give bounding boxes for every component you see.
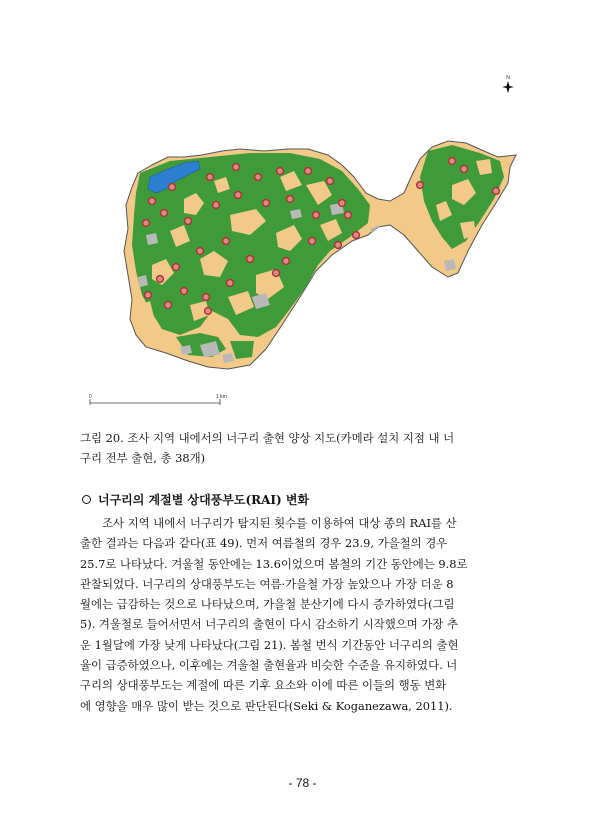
caption-line-2: 구리 전부 출현, 총 38개) bbox=[80, 451, 206, 465]
caption-line-1: 그림 20. 조사 지역 내에서의 너구리 출현 양상 지도(카메라 설치 지점 내 너 bbox=[80, 431, 455, 445]
occurrence-marker bbox=[313, 212, 320, 219]
occurrence-marker bbox=[345, 212, 352, 219]
body-line: 율이 급증하였으나, 이후에는 겨울철 출현율과 비슷한 수준을 유지하였다. 너 bbox=[80, 658, 458, 673]
figure-caption bbox=[80, 428, 528, 468]
occurrence-marker bbox=[197, 248, 204, 255]
occurrence-marker bbox=[305, 168, 312, 175]
north-arrow-icon bbox=[502, 75, 514, 93]
occurrence-marker bbox=[145, 292, 152, 299]
occurrence-marker bbox=[203, 294, 210, 301]
occurrence-marker bbox=[173, 264, 180, 271]
occurrence-marker bbox=[449, 158, 456, 165]
occurrence-marker bbox=[233, 164, 240, 171]
scale-end-label: 1 km bbox=[216, 394, 227, 400]
scale-bar bbox=[89, 394, 227, 405]
scale-start-label: 0 bbox=[89, 394, 92, 400]
occurrence-marker bbox=[223, 238, 230, 245]
occurrence-marker bbox=[339, 200, 346, 207]
occurrence-marker bbox=[227, 280, 234, 287]
occurrence-marker bbox=[213, 202, 220, 209]
circle-bullet-icon bbox=[82, 495, 91, 504]
body-line: 5). 겨울철로 들어서면서 너구리의 출현이 다시 감소하기 시작했으며 가장 추 bbox=[80, 617, 459, 632]
occurrence-marker bbox=[143, 220, 150, 227]
occurrence-marker bbox=[287, 196, 294, 203]
occurrence-marker bbox=[327, 178, 334, 185]
body-line: 에 영향을 매우 많이 받는 것으로 판단된다(Seki & Koganezawa, 2011). bbox=[80, 698, 453, 713]
body-line: 25.7로 나타났다. 겨울철 동안에는 13.6이었으며 봄철의 기간 동안에는 9.8로 bbox=[80, 556, 468, 571]
body-line: 월에는 급감하는 것으로 나타났으며, 가을철 분산기에 다시 증가하였다(그림 bbox=[80, 597, 455, 612]
occurrence-marker bbox=[309, 238, 316, 245]
occurrence-marker bbox=[417, 182, 424, 189]
north-label: N bbox=[506, 75, 510, 81]
occurrence-marker bbox=[263, 200, 270, 207]
occurrence-marker bbox=[161, 210, 168, 217]
occurrence-marker bbox=[247, 256, 254, 263]
body-line: 조사 지역 내에서 너구리가 탐지된 횟수를 이용하여 대상 종의 RAI를 산 bbox=[102, 516, 457, 530]
occurrence-marker bbox=[185, 218, 192, 225]
occurrence-marker bbox=[273, 270, 280, 277]
section-title-text: 너구리의 계절별 상대풍부도(RAI) 변화 bbox=[98, 493, 310, 507]
occurrence-marker bbox=[235, 192, 242, 199]
occurrence-marker bbox=[493, 188, 500, 195]
occurrence-marker bbox=[205, 308, 212, 315]
occurrence-marker bbox=[255, 174, 262, 181]
occurrence-marker bbox=[157, 276, 164, 283]
occurrence-marker bbox=[335, 242, 342, 249]
body-paragraph bbox=[80, 513, 528, 716]
occurrence-marker bbox=[353, 232, 360, 239]
occurrence-marker bbox=[169, 184, 176, 191]
occurrence-marker bbox=[165, 302, 172, 309]
body-line: 구리의 상대풍부도는 계절에 따른 기후 요소와 이에 따른 이들의 행동 변화 bbox=[80, 678, 447, 693]
occurrence-marker bbox=[283, 258, 290, 265]
body-line: 관찰되었다. 너구리의 상대풍부도는 여름·가을철 가장 높았으나 가장 더운 8 bbox=[80, 576, 454, 591]
section-heading bbox=[82, 491, 309, 508]
occurrence-marker bbox=[207, 174, 214, 181]
occurrence-marker bbox=[181, 288, 188, 295]
occurrence-marker bbox=[277, 168, 284, 175]
raccoon-dog-occurrence-map bbox=[80, 65, 530, 405]
occurrence-marker bbox=[461, 166, 468, 173]
occurrence-marker bbox=[149, 198, 156, 205]
body-line: 운 1월달에 가장 낮게 나타났다(그림 21). 봄철 번식 기간동안 너구리의 출현 bbox=[80, 637, 459, 652]
body-line: 출한 결과는 다음과 같다(표 49). 먼저 여름철의 경우 23.9, 가을철의 경우 bbox=[80, 536, 448, 551]
page-number: - 78 - bbox=[288, 776, 317, 790]
